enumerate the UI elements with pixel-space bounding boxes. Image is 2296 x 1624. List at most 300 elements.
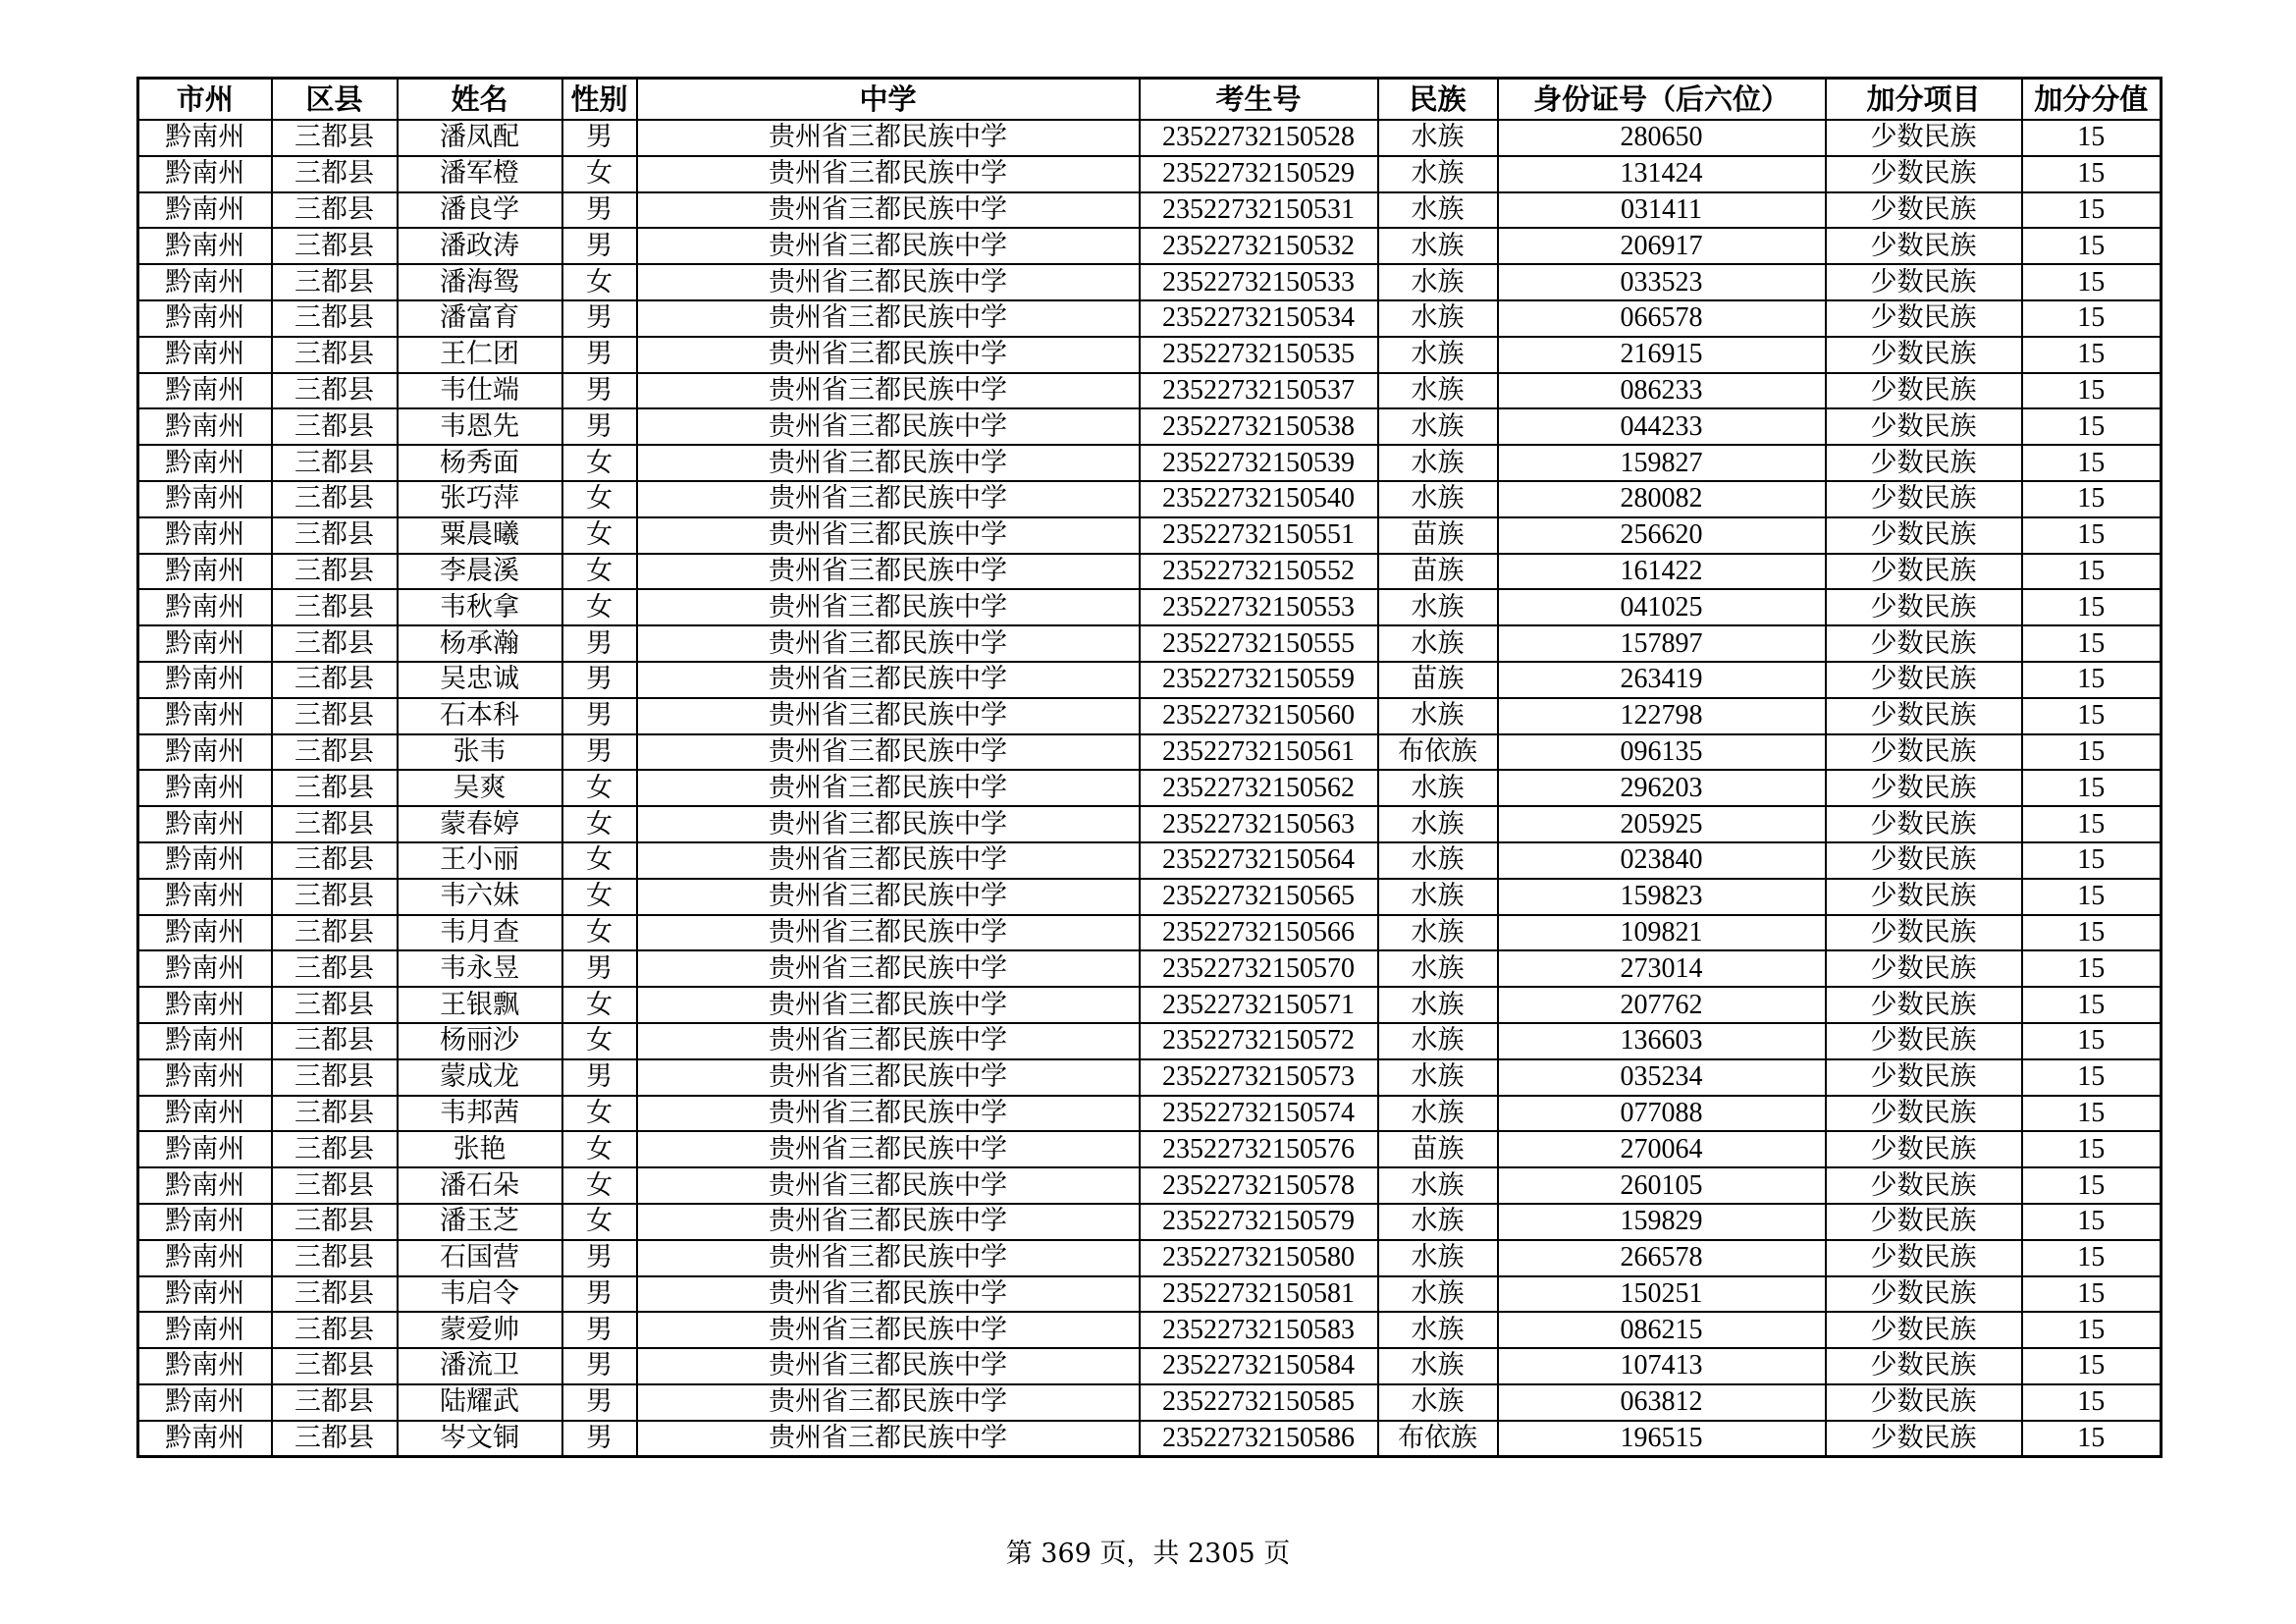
cell-exam-number: 23522732150552 [1140, 554, 1378, 590]
cell-city: 黔南州 [138, 734, 272, 771]
cell-gender: 男 [562, 950, 637, 987]
cell-id-last-six: 096135 [1498, 734, 1826, 771]
cell-city: 黔南州 [138, 770, 272, 806]
cell-gender: 男 [562, 1240, 637, 1276]
cell-name: 潘良学 [398, 192, 562, 229]
cell-county: 三都县 [272, 987, 398, 1023]
header-exam-number: 考生号 [1140, 79, 1378, 121]
cell-ethnicity: 水族 [1378, 1167, 1498, 1204]
cell-bonus-item: 少数民族 [1826, 1384, 2022, 1421]
header-ethnicity: 民族 [1378, 79, 1498, 121]
cell-school: 贵州省三都民族中学 [637, 1240, 1140, 1276]
cell-ethnicity: 水族 [1378, 300, 1498, 337]
header-id-last-six: 身份证号（后六位） [1498, 79, 1826, 121]
cell-bonus-value: 15 [2022, 300, 2162, 337]
cell-gender: 男 [562, 1421, 637, 1457]
cell-bonus-value: 15 [2022, 1312, 2162, 1348]
cell-city: 黔南州 [138, 842, 272, 879]
cell-id-last-six: 206917 [1498, 228, 1826, 264]
cell-name: 李晨溪 [398, 554, 562, 590]
cell-exam-number: 23522732150566 [1140, 915, 1378, 951]
cell-county: 三都县 [272, 842, 398, 879]
cell-name: 蒙春婷 [398, 806, 562, 842]
table-row [138, 950, 2162, 987]
cell-id-last-six: 066578 [1498, 300, 1826, 337]
cell-city: 黔南州 [138, 156, 272, 192]
table-row [138, 1348, 2162, 1384]
cell-city: 黔南州 [138, 1312, 272, 1348]
cell-bonus-item: 少数民族 [1826, 915, 2022, 951]
cell-id-last-six: 109821 [1498, 915, 1826, 951]
cell-bonus-item: 少数民族 [1826, 950, 2022, 987]
cell-bonus-value: 15 [2022, 1023, 2162, 1059]
cell-exam-number: 23522732150576 [1140, 1131, 1378, 1167]
cell-school: 贵州省三都民族中学 [637, 1023, 1140, 1059]
cell-ethnicity: 水族 [1378, 156, 1498, 192]
cell-gender: 男 [562, 228, 637, 264]
table-row [138, 408, 2162, 445]
table-row [138, 228, 2162, 264]
cell-county: 三都县 [272, 1384, 398, 1421]
cell-county: 三都县 [272, 1312, 398, 1348]
cell-school: 贵州省三都民族中学 [637, 120, 1140, 156]
cell-exam-number: 23522732150565 [1140, 879, 1378, 915]
cell-school: 贵州省三都民族中学 [637, 1204, 1140, 1240]
table-row [138, 589, 2162, 625]
cell-bonus-value: 15 [2022, 517, 2162, 554]
cell-ethnicity: 水族 [1378, 987, 1498, 1023]
cell-name: 韦秋拿 [398, 589, 562, 625]
bonus-points-table [136, 77, 2163, 1458]
cell-gender: 女 [562, 517, 637, 554]
table-row [138, 264, 2162, 300]
table-row [138, 1384, 2162, 1421]
cell-gender: 女 [562, 589, 637, 625]
cell-ethnicity: 苗族 [1378, 1131, 1498, 1167]
cell-gender: 男 [562, 625, 637, 662]
cell-id-last-six: 207762 [1498, 987, 1826, 1023]
cell-gender: 女 [562, 264, 637, 300]
cell-gender: 女 [562, 842, 637, 879]
cell-bonus-value: 15 [2022, 1096, 2162, 1132]
cell-bonus-item: 少数民族 [1826, 120, 2022, 156]
cell-bonus-value: 15 [2022, 950, 2162, 987]
table-row [138, 1023, 2162, 1059]
cell-county: 三都县 [272, 517, 398, 554]
cell-bonus-item: 少数民族 [1826, 1096, 2022, 1132]
cell-city: 黔南州 [138, 481, 272, 517]
cell-exam-number: 23522732150529 [1140, 156, 1378, 192]
cell-name: 石国营 [398, 1240, 562, 1276]
cell-bonus-value: 15 [2022, 589, 2162, 625]
cell-school: 贵州省三都民族中学 [637, 1421, 1140, 1457]
table-row [138, 1240, 2162, 1276]
cell-name: 韦仕端 [398, 373, 562, 409]
cell-school: 贵州省三都民族中学 [637, 1131, 1140, 1167]
cell-name: 陆耀武 [398, 1384, 562, 1421]
cell-exam-number: 23522732150555 [1140, 625, 1378, 662]
cell-bonus-item: 少数民族 [1826, 373, 2022, 409]
cell-county: 三都县 [272, 337, 398, 373]
cell-id-last-six: 044233 [1498, 408, 1826, 445]
cell-city: 黔南州 [138, 1023, 272, 1059]
cell-gender: 男 [562, 1312, 637, 1348]
cell-exam-number: 23522732150535 [1140, 337, 1378, 373]
cell-bonus-value: 15 [2022, 192, 2162, 229]
cell-id-last-six: 136603 [1498, 1023, 1826, 1059]
cell-county: 三都县 [272, 915, 398, 951]
cell-id-last-six: 270064 [1498, 1131, 1826, 1167]
cell-county: 三都县 [272, 1059, 398, 1096]
cell-bonus-value: 15 [2022, 156, 2162, 192]
cell-exam-number: 23522732150538 [1140, 408, 1378, 445]
cell-gender: 男 [562, 373, 637, 409]
cell-ethnicity: 水族 [1378, 879, 1498, 915]
cell-name: 潘军橙 [398, 156, 562, 192]
cell-bonus-item: 少数民族 [1826, 1023, 2022, 1059]
cell-gender: 男 [562, 192, 637, 229]
table-row [138, 1421, 2162, 1457]
cell-ethnicity: 水族 [1378, 698, 1498, 734]
cell-gender: 女 [562, 156, 637, 192]
table-row [138, 1204, 2162, 1240]
cell-city: 黔南州 [138, 1276, 272, 1313]
cell-name: 杨丽沙 [398, 1023, 562, 1059]
cell-name: 杨秀面 [398, 445, 562, 481]
cell-exam-number: 23522732150537 [1140, 373, 1378, 409]
cell-id-last-six: 196515 [1498, 1421, 1826, 1457]
cell-county: 三都县 [272, 770, 398, 806]
cell-bonus-item: 少数民族 [1826, 481, 2022, 517]
cell-city: 黔南州 [138, 1240, 272, 1276]
cell-school: 贵州省三都民族中学 [637, 589, 1140, 625]
cell-id-last-six: 033523 [1498, 264, 1826, 300]
cell-bonus-item: 少数民族 [1826, 408, 2022, 445]
cell-school: 贵州省三都民族中学 [637, 950, 1140, 987]
header-county: 区县 [272, 79, 398, 121]
cell-exam-number: 23522732150559 [1140, 662, 1378, 698]
cell-city: 黔南州 [138, 120, 272, 156]
table-row [138, 1096, 2162, 1132]
cell-ethnicity: 水族 [1378, 915, 1498, 951]
table-row [138, 192, 2162, 229]
cell-bonus-item: 少数民族 [1826, 192, 2022, 229]
cell-bonus-item: 少数民族 [1826, 1131, 2022, 1167]
cell-bonus-value: 15 [2022, 662, 2162, 698]
cell-id-last-six: 260105 [1498, 1167, 1826, 1204]
cell-city: 黔南州 [138, 625, 272, 662]
cell-name: 潘玉芝 [398, 1204, 562, 1240]
cell-gender: 女 [562, 987, 637, 1023]
cell-county: 三都县 [272, 662, 398, 698]
cell-bonus-value: 15 [2022, 445, 2162, 481]
cell-ethnicity: 布依族 [1378, 1421, 1498, 1457]
cell-name: 吴忠诚 [398, 662, 562, 698]
cell-id-last-six: 086233 [1498, 373, 1826, 409]
cell-ethnicity: 水族 [1378, 445, 1498, 481]
cell-exam-number: 23522732150585 [1140, 1384, 1378, 1421]
cell-bonus-item: 少数民族 [1826, 517, 2022, 554]
header-city: 市州 [138, 79, 272, 121]
cell-exam-number: 23522732150583 [1140, 1312, 1378, 1348]
cell-name: 岑文铜 [398, 1421, 562, 1457]
cell-id-last-six: 150251 [1498, 1276, 1826, 1313]
cell-exam-number: 23522732150540 [1140, 481, 1378, 517]
cell-id-last-six: 256620 [1498, 517, 1826, 554]
cell-ethnicity: 布依族 [1378, 734, 1498, 771]
cell-name: 石本科 [398, 698, 562, 734]
header-school: 中学 [637, 79, 1140, 121]
cell-ethnicity: 水族 [1378, 842, 1498, 879]
cell-ethnicity: 苗族 [1378, 554, 1498, 590]
table-row [138, 1059, 2162, 1096]
cell-exam-number: 23522732150553 [1140, 589, 1378, 625]
cell-school: 贵州省三都民族中学 [637, 1167, 1140, 1204]
cell-bonus-value: 15 [2022, 481, 2162, 517]
cell-exam-number: 23522732150551 [1140, 517, 1378, 554]
cell-bonus-value: 15 [2022, 879, 2162, 915]
table-row [138, 120, 2162, 156]
cell-bonus-value: 15 [2022, 915, 2162, 951]
cell-ethnicity: 水族 [1378, 589, 1498, 625]
cell-ethnicity: 水族 [1378, 337, 1498, 373]
cell-gender: 女 [562, 879, 637, 915]
cell-bonus-value: 15 [2022, 1131, 2162, 1167]
cell-bonus-item: 少数民族 [1826, 337, 2022, 373]
table-row [138, 662, 2162, 698]
cell-id-last-six: 157897 [1498, 625, 1826, 662]
cell-name: 粟晨曦 [398, 517, 562, 554]
header-bonus-value: 加分分值 [2022, 79, 2162, 121]
cell-gender: 女 [562, 481, 637, 517]
cell-gender: 男 [562, 408, 637, 445]
cell-bonus-value: 15 [2022, 337, 2162, 373]
cell-gender: 女 [562, 1204, 637, 1240]
cell-bonus-item: 少数民族 [1826, 1204, 2022, 1240]
cell-city: 黔南州 [138, 1167, 272, 1204]
cell-school: 贵州省三都民族中学 [637, 373, 1140, 409]
cell-exam-number: 23522732150580 [1140, 1240, 1378, 1276]
table-row [138, 554, 2162, 590]
cell-city: 黔南州 [138, 554, 272, 590]
cell-exam-number: 23522732150534 [1140, 300, 1378, 337]
table-row [138, 1167, 2162, 1204]
table-row [138, 445, 2162, 481]
cell-bonus-item: 少数民族 [1826, 698, 2022, 734]
cell-exam-number: 23522732150562 [1140, 770, 1378, 806]
cell-ethnicity: 水族 [1378, 625, 1498, 662]
cell-city: 黔南州 [138, 1059, 272, 1096]
cell-name: 韦永昱 [398, 950, 562, 987]
cell-bonus-item: 少数民族 [1826, 1348, 2022, 1384]
cell-name: 潘富育 [398, 300, 562, 337]
cell-city: 黔南州 [138, 264, 272, 300]
cell-bonus-value: 15 [2022, 1348, 2162, 1384]
cell-bonus-value: 15 [2022, 1276, 2162, 1313]
cell-bonus-value: 15 [2022, 1059, 2162, 1096]
cell-school: 贵州省三都民族中学 [637, 625, 1140, 662]
cell-county: 三都县 [272, 1240, 398, 1276]
cell-exam-number: 23522732150581 [1140, 1276, 1378, 1313]
table-row [138, 806, 2162, 842]
cell-county: 三都县 [272, 698, 398, 734]
cell-school: 贵州省三都民族中学 [637, 662, 1140, 698]
cell-name: 韦月查 [398, 915, 562, 951]
cell-id-last-six: 041025 [1498, 589, 1826, 625]
cell-school: 贵州省三都民族中学 [637, 1059, 1140, 1096]
cell-exam-number: 23522732150586 [1140, 1421, 1378, 1457]
cell-bonus-value: 15 [2022, 734, 2162, 771]
cell-school: 贵州省三都民族中学 [637, 554, 1140, 590]
cell-ethnicity: 水族 [1378, 408, 1498, 445]
cell-id-last-six: 280650 [1498, 120, 1826, 156]
cell-id-last-six: 216915 [1498, 337, 1826, 373]
cell-exam-number: 23522732150560 [1140, 698, 1378, 734]
table-row [138, 337, 2162, 373]
cell-bonus-item: 少数民族 [1826, 445, 2022, 481]
cell-gender: 男 [562, 1348, 637, 1384]
cell-id-last-six: 159823 [1498, 879, 1826, 915]
table-row [138, 300, 2162, 337]
table-row [138, 1131, 2162, 1167]
cell-bonus-item: 少数民族 [1826, 662, 2022, 698]
cell-exam-number: 23522732150531 [1140, 192, 1378, 229]
table-row [138, 987, 2162, 1023]
cell-name: 杨承瀚 [398, 625, 562, 662]
cell-ethnicity: 水族 [1378, 1023, 1498, 1059]
cell-bonus-item: 少数民族 [1826, 264, 2022, 300]
cell-exam-number: 23522732150573 [1140, 1059, 1378, 1096]
cell-name: 韦启令 [398, 1276, 562, 1313]
cell-name: 王小丽 [398, 842, 562, 879]
cell-exam-number: 23522732150564 [1140, 842, 1378, 879]
table-row [138, 373, 2162, 409]
cell-bonus-item: 少数民族 [1826, 554, 2022, 590]
cell-name: 潘政涛 [398, 228, 562, 264]
cell-id-last-six: 031411 [1498, 192, 1826, 229]
table-row [138, 1312, 2162, 1348]
cell-city: 黔南州 [138, 987, 272, 1023]
cell-county: 三都县 [272, 806, 398, 842]
cell-school: 贵州省三都民族中学 [637, 228, 1140, 264]
cell-county: 三都县 [272, 879, 398, 915]
cell-ethnicity: 水族 [1378, 228, 1498, 264]
cell-school: 贵州省三都民族中学 [637, 1276, 1140, 1313]
cell-bonus-value: 15 [2022, 264, 2162, 300]
table-row [138, 842, 2162, 879]
cell-ethnicity: 水族 [1378, 950, 1498, 987]
cell-school: 贵州省三都民族中学 [637, 192, 1140, 229]
cell-id-last-six: 273014 [1498, 950, 1826, 987]
cell-gender: 女 [562, 915, 637, 951]
cell-bonus-value: 15 [2022, 842, 2162, 879]
cell-county: 三都县 [272, 625, 398, 662]
table-row [138, 698, 2162, 734]
cell-exam-number: 23522732150584 [1140, 1348, 1378, 1384]
cell-gender: 女 [562, 806, 637, 842]
cell-bonus-value: 15 [2022, 228, 2162, 264]
cell-school: 贵州省三都民族中学 [637, 987, 1140, 1023]
cell-id-last-six: 159829 [1498, 1204, 1826, 1240]
table-header-row [138, 79, 2162, 121]
cell-county: 三都县 [272, 156, 398, 192]
cell-bonus-item: 少数民族 [1826, 1312, 2022, 1348]
cell-county: 三都县 [272, 950, 398, 987]
cell-id-last-six: 263419 [1498, 662, 1826, 698]
cell-id-last-six: 159827 [1498, 445, 1826, 481]
cell-bonus-value: 15 [2022, 625, 2162, 662]
cell-bonus-value: 15 [2022, 1240, 2162, 1276]
cell-exam-number: 23522732150579 [1140, 1204, 1378, 1240]
cell-bonus-item: 少数民族 [1826, 770, 2022, 806]
table-row [138, 734, 2162, 771]
cell-id-last-six: 035234 [1498, 1059, 1826, 1096]
cell-ethnicity: 水族 [1378, 1096, 1498, 1132]
cell-school: 贵州省三都民族中学 [637, 445, 1140, 481]
cell-gender: 男 [562, 734, 637, 771]
cell-bonus-item: 少数民族 [1826, 734, 2022, 771]
cell-id-last-six: 131424 [1498, 156, 1826, 192]
cell-bonus-item: 少数民族 [1826, 1240, 2022, 1276]
cell-gender: 男 [562, 662, 637, 698]
cell-ethnicity: 水族 [1378, 1059, 1498, 1096]
header-gender: 性别 [562, 79, 637, 121]
cell-id-last-six: 086215 [1498, 1312, 1826, 1348]
cell-school: 贵州省三都民族中学 [637, 1348, 1140, 1384]
table-row [138, 915, 2162, 951]
cell-county: 三都县 [272, 589, 398, 625]
cell-exam-number: 23522732150528 [1140, 120, 1378, 156]
table-row [138, 156, 2162, 192]
cell-gender: 女 [562, 770, 637, 806]
cell-bonus-item: 少数民族 [1826, 879, 2022, 915]
cell-city: 黔南州 [138, 1204, 272, 1240]
cell-county: 三都县 [272, 1204, 398, 1240]
cell-bonus-value: 15 [2022, 1421, 2162, 1457]
cell-gender: 女 [562, 445, 637, 481]
cell-id-last-six: 266578 [1498, 1240, 1826, 1276]
cell-county: 三都县 [272, 1096, 398, 1132]
cell-county: 三都县 [272, 264, 398, 300]
cell-ethnicity: 水族 [1378, 120, 1498, 156]
cell-city: 黔南州 [138, 300, 272, 337]
cell-city: 黔南州 [138, 662, 272, 698]
cell-school: 贵州省三都民族中学 [637, 842, 1140, 879]
cell-city: 黔南州 [138, 373, 272, 409]
cell-county: 三都县 [272, 300, 398, 337]
cell-exam-number: 23522732150570 [1140, 950, 1378, 987]
cell-bonus-item: 少数民族 [1826, 987, 2022, 1023]
cell-gender: 男 [562, 300, 637, 337]
cell-ethnicity: 水族 [1378, 1240, 1498, 1276]
cell-city: 黔南州 [138, 806, 272, 842]
cell-school: 贵州省三都民族中学 [637, 1312, 1140, 1348]
cell-ethnicity: 水族 [1378, 192, 1498, 229]
cell-gender: 男 [562, 1276, 637, 1313]
cell-name: 蒙成龙 [398, 1059, 562, 1096]
cell-name: 吴爽 [398, 770, 562, 806]
page-number-footer: 第 369 页，共 2305 页 [1005, 1539, 1291, 1569]
table-row [138, 770, 2162, 806]
cell-id-last-six: 077088 [1498, 1096, 1826, 1132]
cell-bonus-item: 少数民族 [1826, 1167, 2022, 1204]
cell-ethnicity: 水族 [1378, 1276, 1498, 1313]
cell-id-last-six: 280082 [1498, 481, 1826, 517]
cell-bonus-item: 少数民族 [1826, 1059, 2022, 1096]
cell-bonus-item: 少数民族 [1826, 228, 2022, 264]
cell-county: 三都县 [272, 1131, 398, 1167]
cell-city: 黔南州 [138, 228, 272, 264]
